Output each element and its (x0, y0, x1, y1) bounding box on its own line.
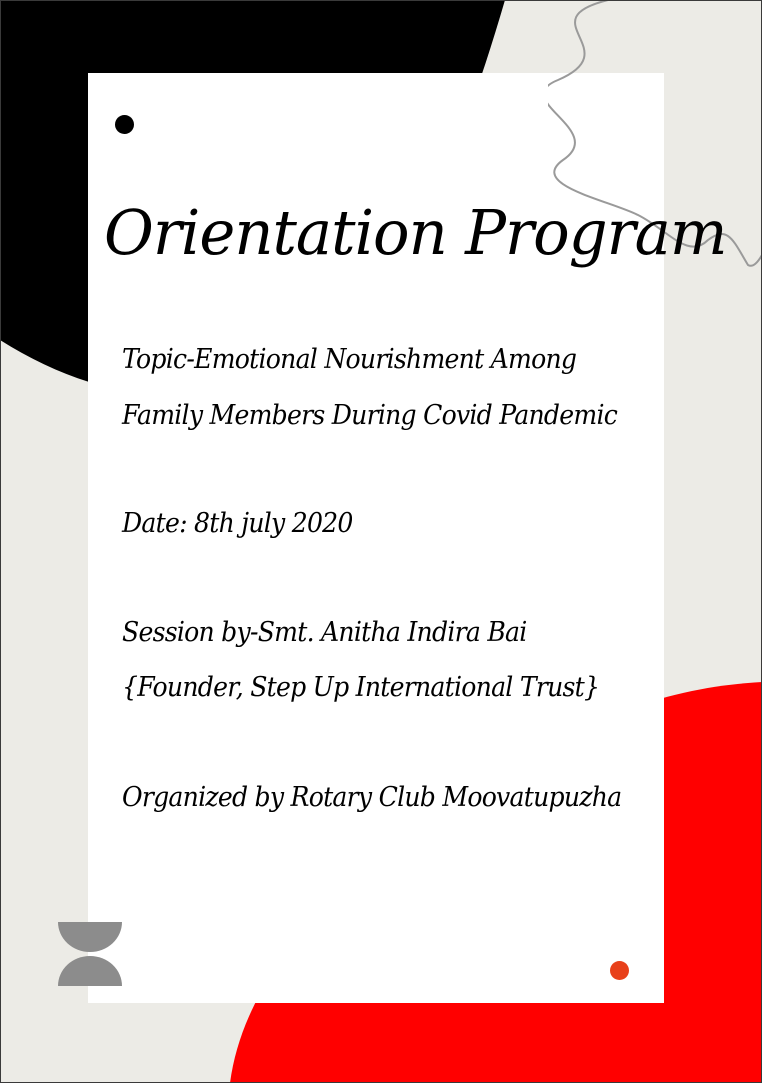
organizer-line: Organized by Rotary Club Moovatupuzha (122, 782, 622, 813)
topic-line-1: Topic-Emotional Nourishment Among (122, 344, 577, 375)
speaker-affiliation: {Founder, Step Up International Trust} (122, 672, 600, 703)
event-date: Date: 8th july 2020 (122, 508, 353, 539)
black-dot (115, 115, 134, 134)
session-speaker: Session by-Smt. Anitha Indira Bai (122, 617, 527, 648)
topic-line-2: Family Members During Covid Pandemic (122, 400, 618, 431)
half-circle-bowl-icon (56, 920, 124, 988)
red-dot (610, 961, 629, 980)
poster-title: Orientation Program (104, 196, 727, 269)
